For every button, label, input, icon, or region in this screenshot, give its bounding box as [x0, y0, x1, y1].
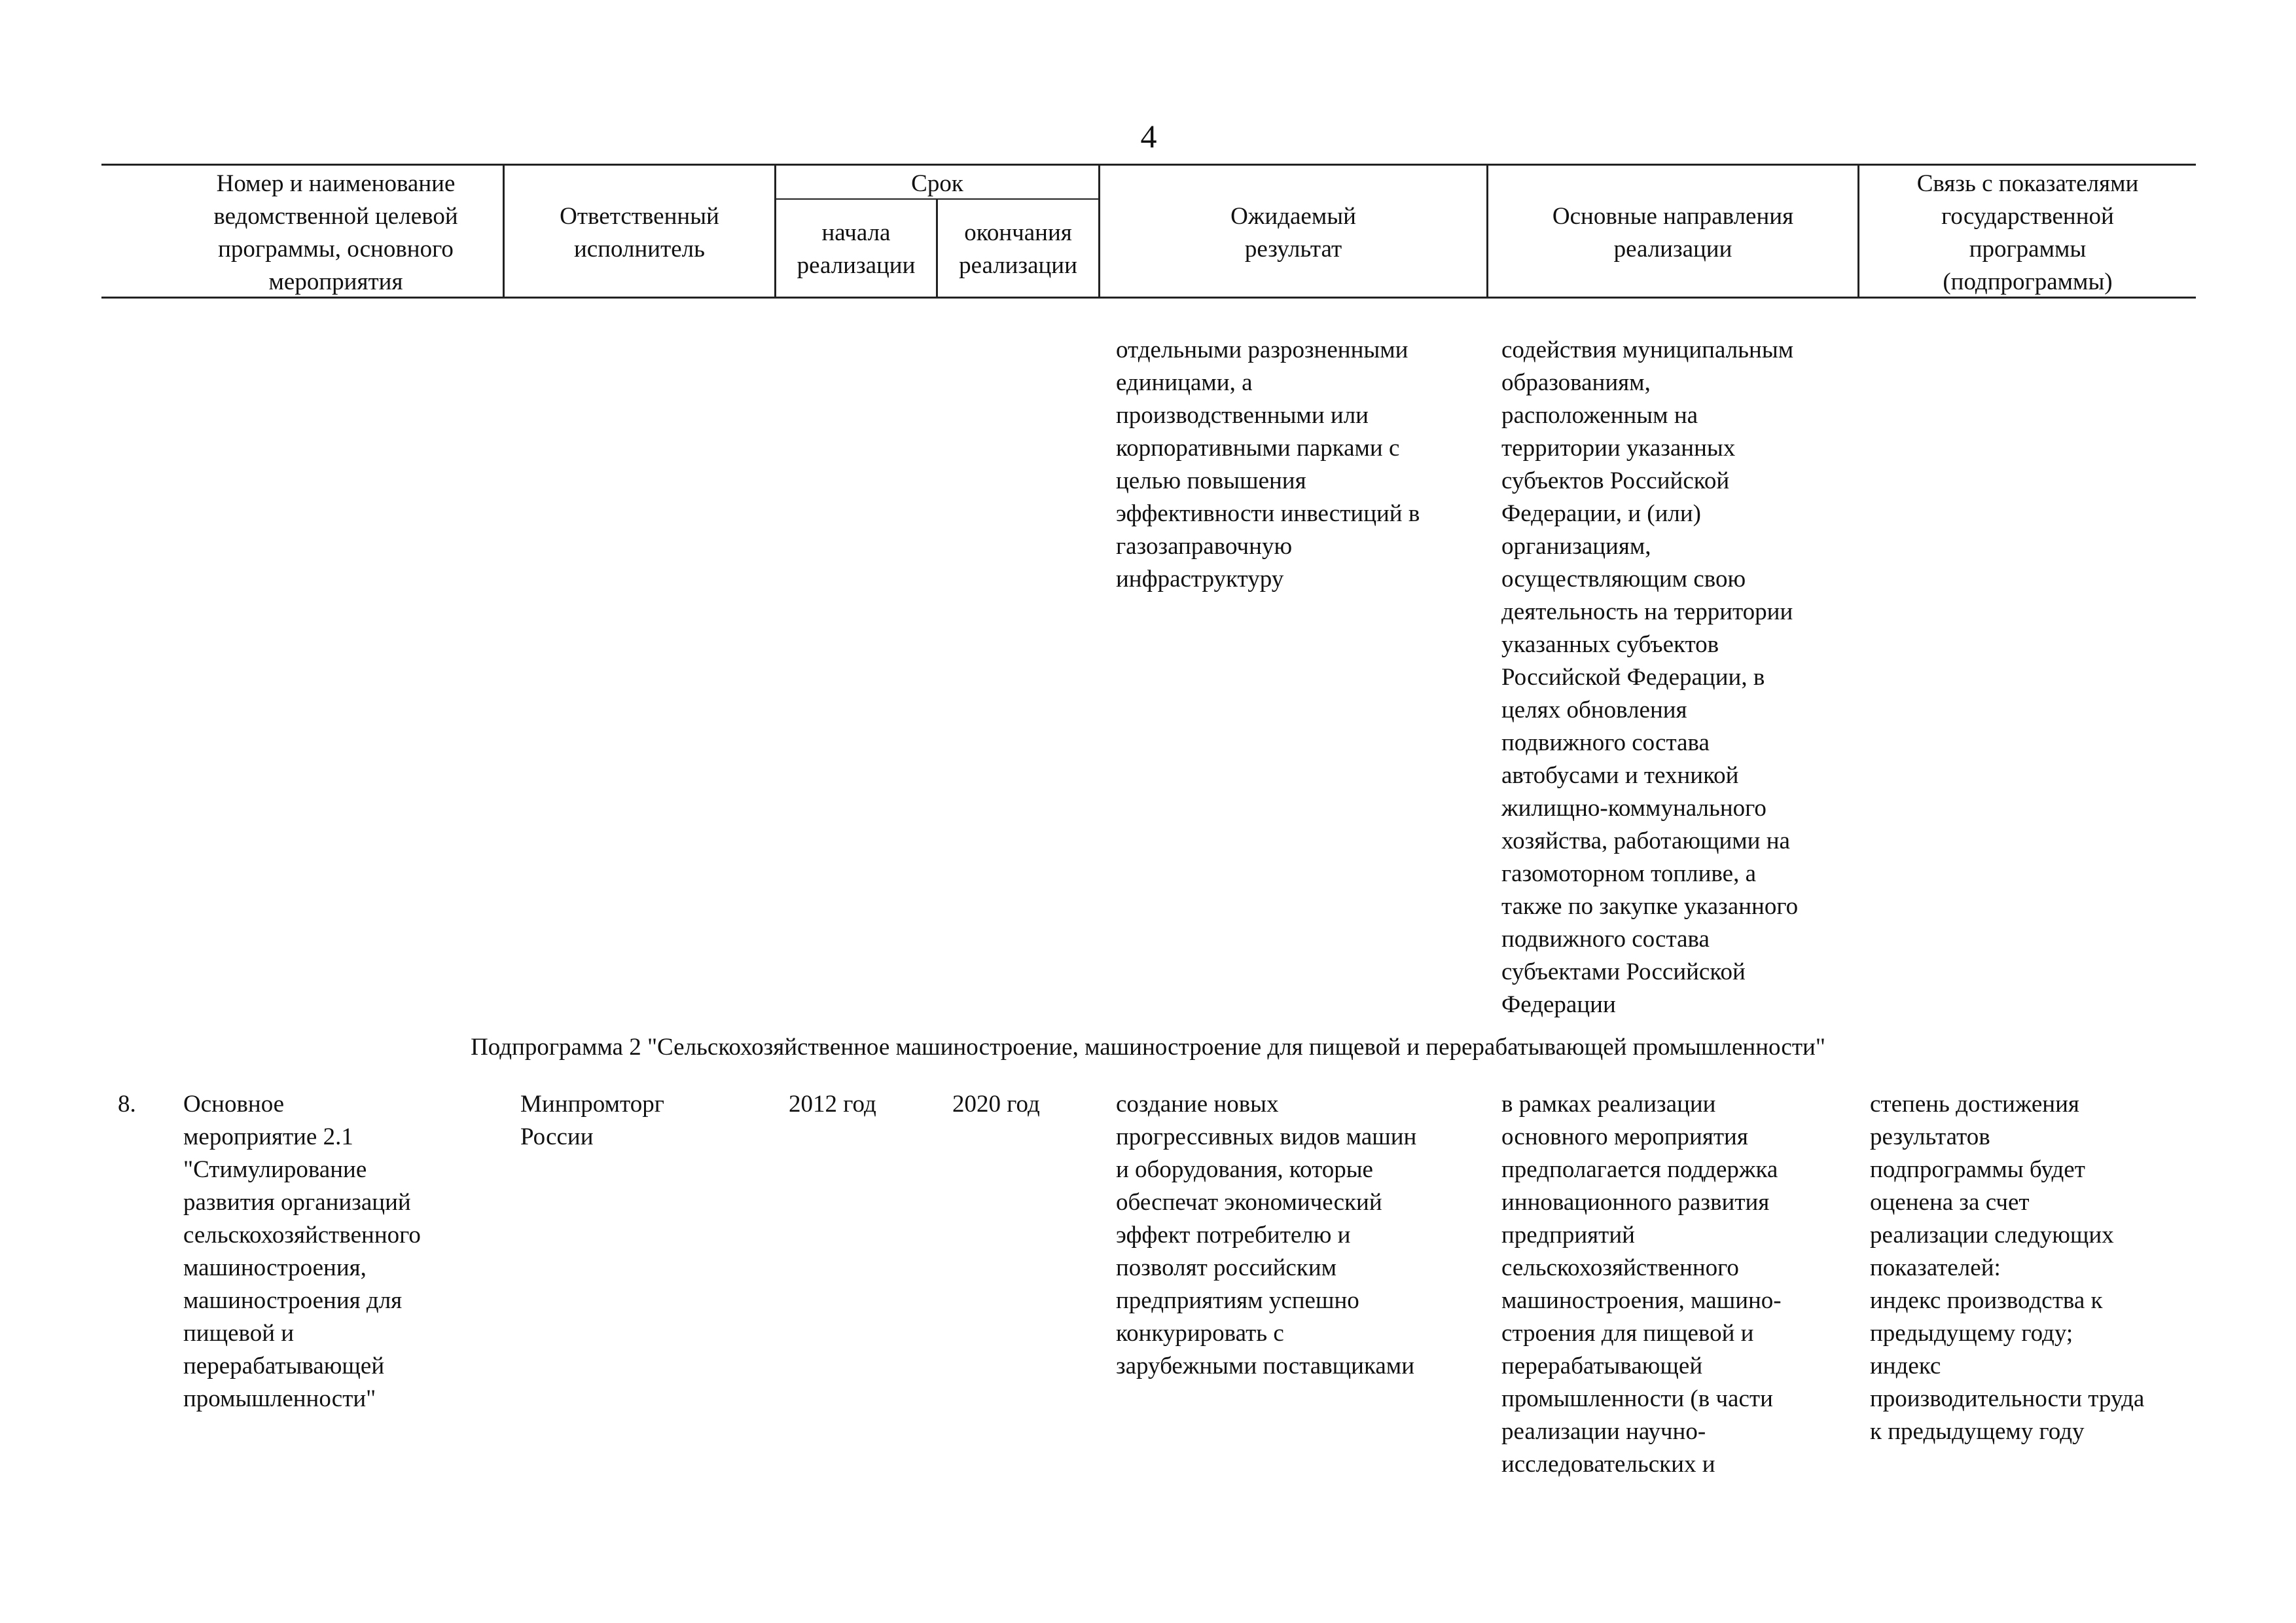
header-top-rule — [101, 164, 2196, 166]
row8-executor: Минпромторг России — [520, 1091, 664, 1150]
page-number: 4 — [1140, 118, 1157, 155]
row8-name: Основное мероприятие 2.1 "Стимулирование развития организаций сельскохозяйственного машиностроения, машиностроения для пищевой и перерабатывающей промышленности" — [183, 1091, 421, 1412]
row8-directions: в рамках реализации основного мероприятия предполагается поддержка инновационного развития предприятий сельскохозяйственного машиностроения, машино- строения для пищевой и перерабатывающей промышленности (в части реализации научно- исследовательских и — [1501, 1091, 1782, 1478]
continued-directions: содействия муниципальным образованиям, расположенным на территории указанных субъектов Российской Федерации, и (или) организациям, осуществляющим свою деятельность на территории указанных субъектов Российской Федерации, в целях обновления подвижного состава автобусами и техникой жилищно-коммунального хозяйства, работающими на газомоторном топливе, а также по закупке указанного подвижного состава субъектами Российской Федерации — [1501, 337, 1799, 1018]
header-result: Ожидаемый результат — [1230, 203, 1356, 263]
header-executor: Ответственный исполнитель — [560, 203, 719, 263]
continued-result: отдельными разрозненными единицами, а производственными или корпоративными парками с целью повышения эффективности инвестиций в газозаправочную инфраструктуру — [1116, 337, 1420, 593]
header-term: Срок — [911, 170, 963, 197]
row8-link: степень достижения результатов подпрограммы будет оценена за счет реализации следующих показателей: индекс производства к предыдущему году; индекс производительности труда к предыдущему году — [1870, 1091, 2145, 1445]
row8-result: создание новых прогрессивных видов машин и оборудования, которые обеспечат экономический эффект потребителю и позволят российским предприятиям успешно конкурировать с зарубежными поставщиками — [1116, 1091, 1417, 1379]
row8-end: 2020 год — [952, 1091, 1040, 1118]
row8-number: 8. — [118, 1091, 136, 1118]
header-program-name: Номер и наименование ведомственной целевой программы, основного мероприятия — [213, 170, 458, 295]
subprogram-title: Подпрограмма 2 "Сельскохозяйственное машиностроение, машиностроение для пищевой и перерабатывающей промышленности" — [471, 1034, 1825, 1061]
header-start: начала реализации — [797, 219, 916, 279]
header-directions: Основные направления реализации — [1552, 203, 1794, 263]
header-link: Связь с показателями государственной программы (подпрограммы) — [1916, 170, 2139, 295]
header-end: окончания реализации — [959, 219, 1077, 279]
row8-start: 2012 год — [789, 1091, 876, 1118]
